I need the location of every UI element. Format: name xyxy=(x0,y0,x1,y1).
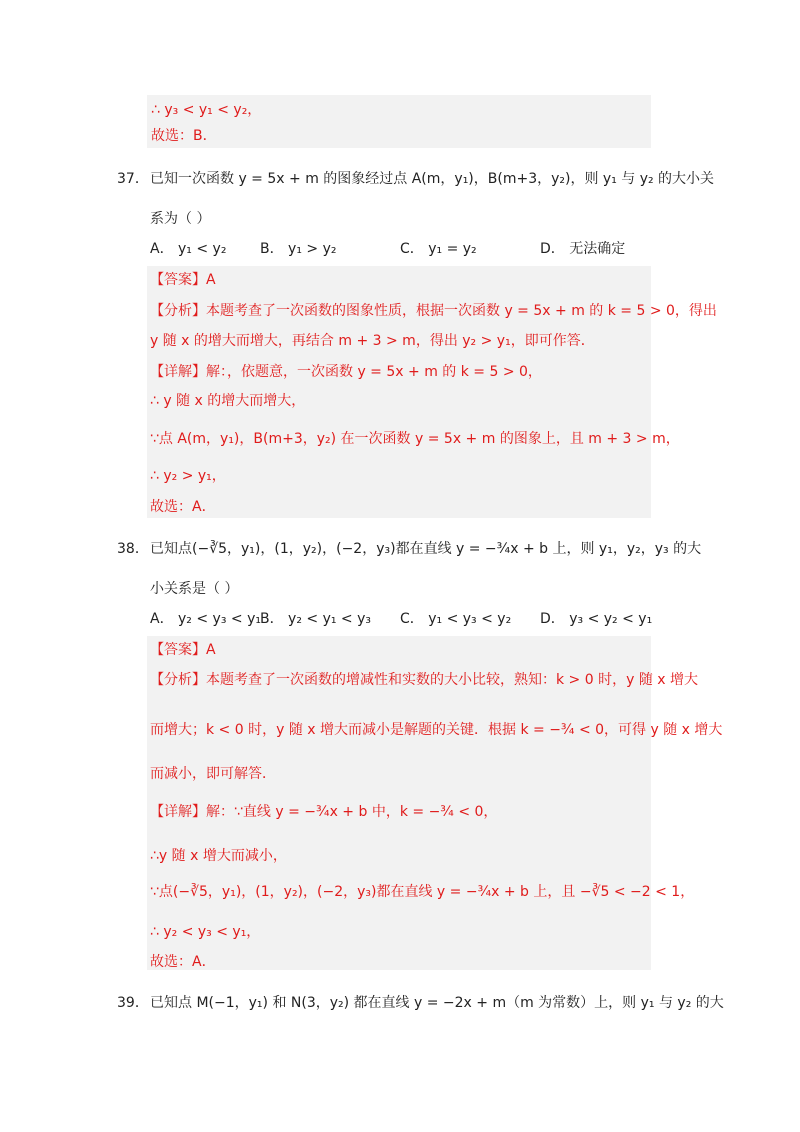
question-37-answer: 【答案】A xyxy=(150,272,216,288)
question-38-number: 38． xyxy=(117,541,149,557)
question-37-option-b: B． y₁ > y₂ xyxy=(260,241,337,257)
question-38-option-c: C． y₁ < y₃ < y₂ xyxy=(400,611,512,627)
question-37-number: 37． xyxy=(117,171,149,187)
question-37-option-a: A． y₁ < y₂ xyxy=(150,241,227,257)
question-37-analysis-line1: 【分析】本题考查了一次函数的图象性质，根据一次函数 y = 5x + m 的 k = 5 > 0，得出 xyxy=(150,303,717,319)
question-37-detail-line4: ∴ y₂ > y₁， xyxy=(150,468,226,484)
question-38-detail-line5: 故选：A． xyxy=(150,954,216,970)
question-37-detail-line2: ∴ y 随 x 的增大而增大， xyxy=(150,393,306,409)
question-38-stem-line2: 小关系是（ ） xyxy=(150,581,239,597)
question-38-detail-line1: 【详解】解：∵直线 y = −¾x + b 中，k = −¾ < 0， xyxy=(150,804,498,820)
question-38-detail-line4: ∴ y₂ < y₃ < y₁， xyxy=(150,924,261,940)
question-38-answer: 【答案】A xyxy=(150,642,216,658)
question-39-number: 39． xyxy=(117,995,149,1011)
question-37-stem-line2: 系为（ ） xyxy=(150,211,211,227)
question-37-option-d: D． 无法确定 xyxy=(540,241,626,257)
question-39-stem-line1: 已知点 M(−1，y₁) 和 N(3，y₂) 都在直线 y = −2x + m（m 为常数）上，则 y₁ 与 y₂ 的大 xyxy=(150,995,724,1011)
question-38-option-d: D． y₃ < y₂ < y₁ xyxy=(540,611,653,627)
prev-choice-line: 故选：B． xyxy=(151,128,217,144)
question-38-option-b: B． y₂ < y₁ < y₃ xyxy=(260,611,372,627)
question-38-analysis-line2: 而增大；k < 0 时，y 随 x 增大而减小是解题的关键．根据 k = −¾ < 0，可得 y 随 x 增大 xyxy=(150,722,723,738)
question-38-analysis-line1: 【分析】本题考查了一次函数的增减性和实数的大小比较，熟知：k > 0 时，y 随 x 增大 xyxy=(150,672,699,688)
question-37-stem-line1: 已知一次函数 y = 5x + m 的图象经过点 A(m，y₁)，B(m+3，y₂)，则 y₁ 与 y₂ 的大小关 xyxy=(150,171,715,187)
question-38-option-a: A． y₂ < y₃ < y₁ xyxy=(150,611,261,627)
question-37-option-c: C． y₁ = y₂ xyxy=(400,241,477,257)
question-37-detail-line3: ∵点 A(m，y₁)，B(m+3，y₂) 在一次函数 y = 5x + m 的图象上，且 m + 3 > m， xyxy=(150,431,680,447)
question-38-analysis-line3: 而减小，即可解答． xyxy=(150,766,276,782)
question-38-stem-line1: 已知点(−∛5，y₁)，(1，y₂)，(−2，y₃)都在直线 y = −¾x + b 上，则 y₁，y₂，y₃ 的大 xyxy=(150,541,702,557)
question-37-detail-line5: 故选：A． xyxy=(150,499,216,515)
question-38-detail-line3: ∵点(−∛5，y₁)，(1，y₂)，(−2，y₃)都在直线 y = −¾x + b 上，且 −∛5 < −2 < 1， xyxy=(150,884,695,900)
question-37-detail-line1: 【详解】解：，依题意，一次函数 y = 5x + m 的 k = 5 > 0， xyxy=(150,364,542,380)
question-38-detail-line2: ∴y 随 x 增大而减小， xyxy=(150,848,287,864)
question-37-analysis-line2: y 随 x 的增大而增大，再结合 m + 3 > m，得出 y₂ > y₁，即可作答． xyxy=(150,333,595,349)
prev-conclusion-line: ∴ y₃ < y₁ < y₂， xyxy=(151,102,262,118)
